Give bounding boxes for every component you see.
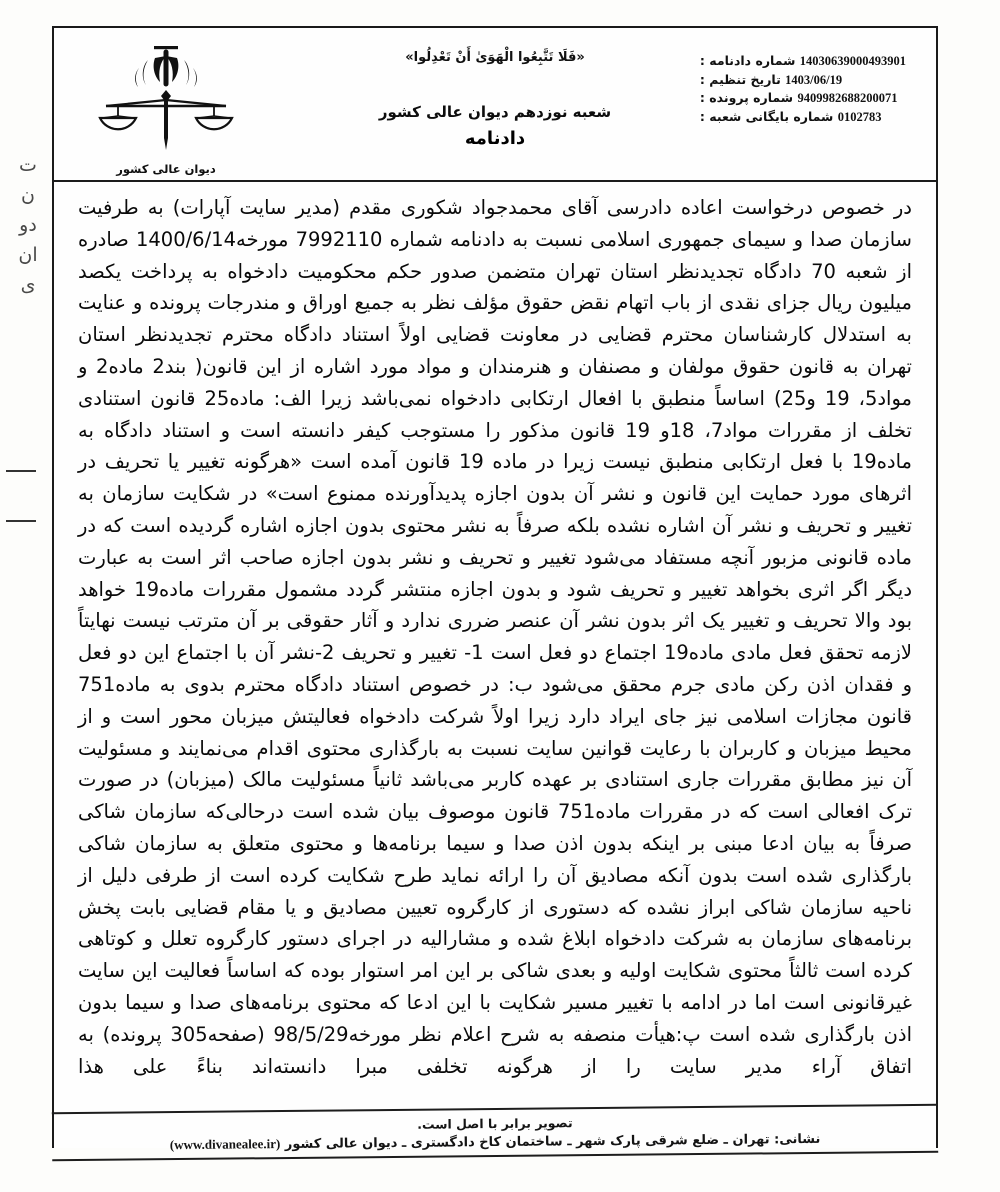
verdict-number-value: 14030639000493901 xyxy=(799,54,906,68)
case-number-label: شماره پرونده : xyxy=(699,90,794,105)
margin-fragment: دو xyxy=(19,214,37,236)
emblem-label: دیوان عالی کشور xyxy=(116,162,216,176)
quranic-verse: «فَلَا تَتَّبِعُوا الْهَوَىٰ أَنْ تَعْدِلُوا» xyxy=(405,50,585,65)
document-body xyxy=(64,186,926,1148)
margin-fragment: ی xyxy=(20,274,36,296)
date-label: تاریخ تنظیم : xyxy=(699,71,781,87)
scales-of-justice-icon xyxy=(76,38,256,168)
address-text: نشانی: تهران ـ ضلع شرقی پارک شهر ـ ساختمان کاخ دادگستری ـ دیوان عالی کشور xyxy=(284,1131,821,1153)
verdict-number-label: شماره دادنامه : xyxy=(699,53,796,68)
margin-rule xyxy=(6,470,36,472)
scanned-sheet xyxy=(52,26,938,1148)
certification-text: تصویر برابر با اصل است. xyxy=(417,1115,573,1132)
date-value: 1403/06/19 xyxy=(785,72,843,87)
document-footer xyxy=(52,1104,938,1162)
verdict-text: در خصوص درخواست اعاده دادرسی آقای محمدجواد شکوری مقدم (مدیر سایت آپارات) به طرفیت سازمان صدا و سیمای جمهوری اسلامی نسبت به دادنامه شماره 7992110 مورخه1400/6/14 صادره از شعبه 70 دادگاه تجدیدنظر استان تهران متضمن صدور حکم محکومیت دادخواه به پرداخت یکصد میلیون ریال جزای نقدی از باب اتهام نقض حقوق مؤلف نظر به جمیع اوراق و مندرجات پرونده و عنایت به استدلال کارشناسان محترم قضایی در معاونت قضایی اولاً استناد دادگاه محترم تجدیدنظر استان تهران به قانون حقوق مولفان و مصنفان و هنرمندان و مواد مورد اشاره از این قانون( بند2 ماده2 و مواد5، 19 و25) اساساً منطبق با افعال ارتکابی دادخواه نمی‌باشد زیرا الف: ماده25 قانون استنادی تخلف از مقررات مواد7، 18و 19 قانون مذکور را مستوجب کیفر دانسته است و استناد دادگاه به ماده19 با فعل ارتکابی منطبق نیست زیرا در ماده 19 قانون آمده است «هرگونه تغییر یا تحریف در اثرهای مورد حمایت این قانون و نشر آن بدون اجازه پدیدآورنده ممنوع است» در شکایت سازمان به تغییر و تحریف و نشر آن اشاره نشده بلکه صرفاً به نشر محتوی بدون اجازه اشاره گردیده است که در ماده قانونی مزبور آنچه مستفاد می‌شود تغییر و تحریف و نشر بدون اجازه صاحب اثر است به عبارت دیگر اگر اثری بخواهد تغییر و تحریف شود و بدون اجازه منتشر گردد مشمول مقررات ماده19 خواهد بود والا تحریف و تغییر یک اثر بدون نشر آن عنصر ضرری ندارد و آثار حقوقی بر آن مترتب نیست نهایتاً لازمه تحقق فعل مادی ماده19 اجتماع دو فعل است 1- تغییر و تحریف 2-نشر آن با اجتماع این دو فعل و فقدان اذن رکن مادی جرم محقق می‌شود ب: در خصوص استناد دادگاه محترم بدوی به ماده751 قانون مجازات اسلامی نیز جای ایراد دارد زیرا اولاً شرکت دادخواه فعالیتش میزبان محور است و از محیط میزبان و کاربران با رعایت قوانین سایت نسبت به بارگذاری محتوی اقدام می‌نمایند و مسئولیت آن نیز مطابق مقررات جاری استنادی بر عهده کاربر می‌باشد ثانیاً مسئولیت مالک (میزبان) در صورت ترک افعالی است که در مقررات ماده751 قانون موصوف بیان شده است درحالی‌که سازمان شاکی صرفاً به بیان ادعا مبنی بر اینکه بدون اذن صدا و سیما برنامه‌ها و محتوی متعلق به سازمان شاکی بارگذاری شده است بدون آنکه مصادیق آن را ارائه نماید طرح شکایت کرده است از طرفی دلیل از ناحیه سازمان شاکی ابراز نشده که دستوری از کارگروه تعیین مصادیق و یا مقام قضایی بابت پخش برنامه‌های سازمان به شرکت دادخواه ابلاغ شده و مشارالیه در اجرای دستور کارگروه تعلل و کوتاهی کرده است ثالثاً محتوی شکایت اولیه و بعدی شاکی بر این امر استوار بوده که اساساً فعالیت این سایت غیرقانونی است اما در ادامه با تغییر مسیر شکایت با این ادعا که محتوی برنامه‌های صدا و سیما بدون اذن بارگذاری شده است پ:هیأت منصفه به شرح اعلام نظر مورخه98/5/29 (صفحه305 پرونده) به اتفاق آراء مدیر سایت را از هرگونه تخلفی مبرا دانسته‌اند بناءً علی هذا xyxy=(78,196,913,1078)
branch-tracking-label: شماره بایگانی شعبه : xyxy=(699,108,834,124)
website-url: (www.divanealee.ir) xyxy=(169,1136,281,1153)
branch-title: شعبه نوزدهم دیوان عالی کشور xyxy=(378,103,612,121)
branch-tracking-value: 0102783 xyxy=(837,109,882,124)
page-title: دادنامه xyxy=(464,128,526,149)
margin-rule xyxy=(6,520,36,522)
header-divider xyxy=(54,180,936,182)
margin-stamp-fragments xyxy=(10,150,46,300)
document-header xyxy=(54,28,936,180)
case-number-value: 9409982688200071 xyxy=(797,91,898,105)
margin-fragment: ن xyxy=(21,184,35,206)
judiciary-emblem xyxy=(76,38,256,188)
margin-fragment: ان xyxy=(18,244,38,266)
margin-fragment: ت xyxy=(19,154,37,176)
